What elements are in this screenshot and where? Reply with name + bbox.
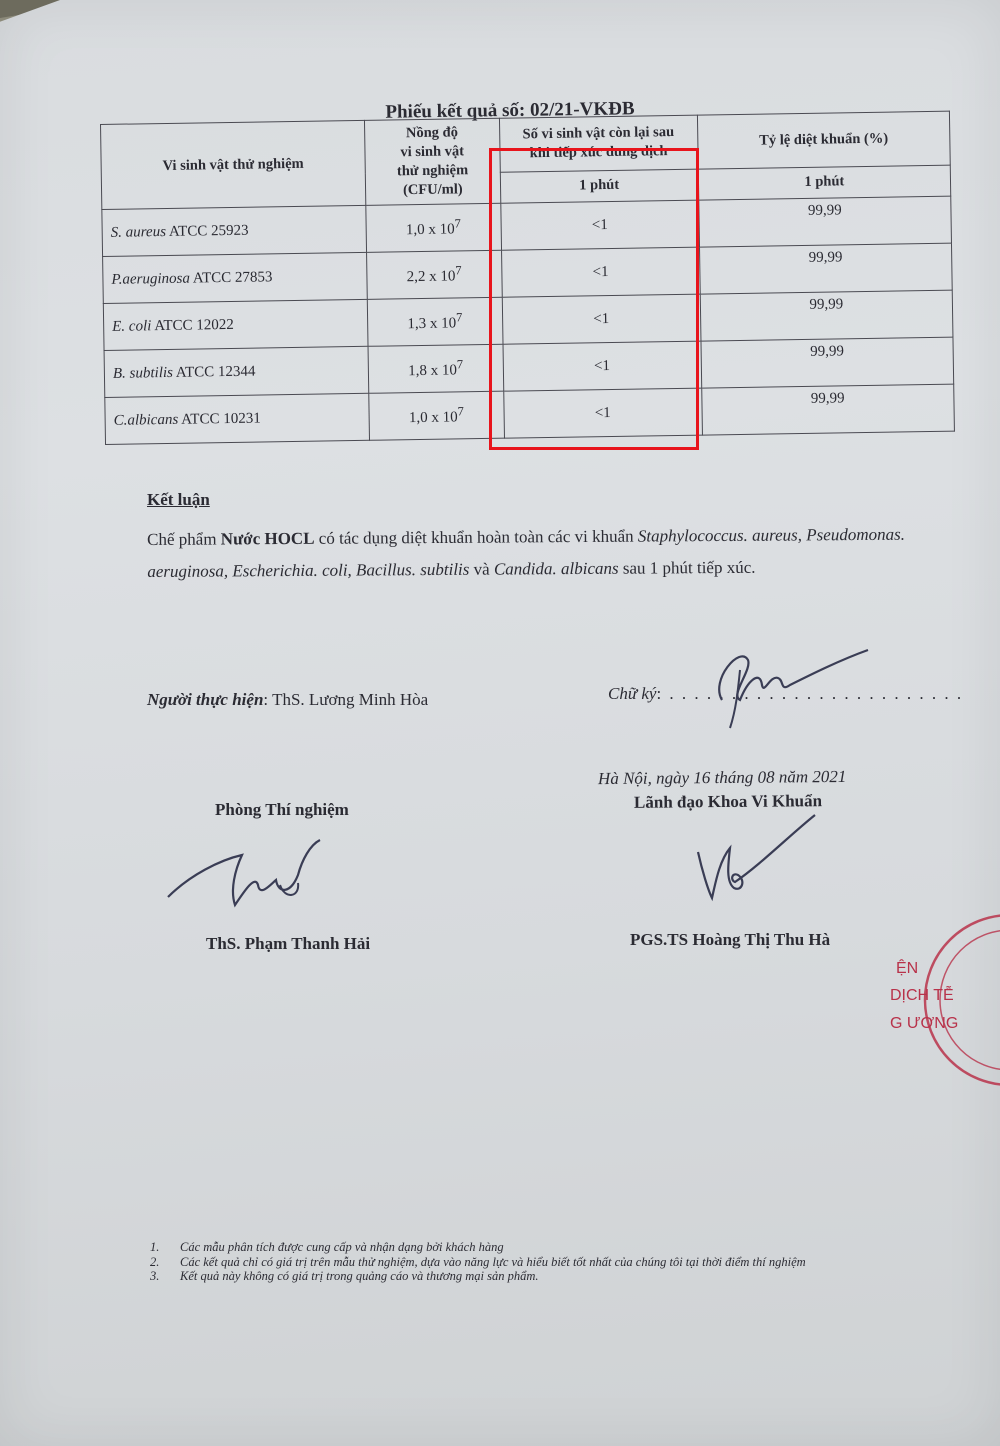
header-remaining-line: khi tiếp xúc dung dịch [529,143,668,162]
remaining-cell: <1 [500,200,699,250]
header-concentration [364,118,500,205]
species-name: B. subtilis [112,364,174,382]
organism-candida: Candida. albicans [493,558,619,579]
executor-line [147,690,428,710]
concentration-exponent: 7 [455,263,462,278]
strain-code: ATCC 10231 [181,410,261,428]
head-signer-name: PGS.TS Hoàng Thị Thu Hà [630,930,831,949]
conclusion-part: có tác dụng diệt khuẩn hoàn toàn các vi khuẩn [314,526,638,548]
header-remaining-time: 1 phút [500,169,699,203]
footnote-item [150,1269,950,1284]
executor-separator: : [263,690,273,709]
signature-dots: : . . . . . . . . . . . . . . . . . . . . . . . . [656,684,964,703]
executor-label: Người thực hiện [147,690,264,709]
conclusion-part: sau 1 phút tiếp xúc. [618,557,756,578]
concentration-exponent: 7 [456,357,464,372]
conclusion-part: Chế phẩm [147,529,221,549]
lab-signer-name: ThS. Phạm Thanh Hải [206,934,371,953]
rate-cell: 99,99 [698,196,951,247]
species-name: S. aureus [110,223,167,241]
footnote-number: 2. [150,1254,160,1269]
remaining-cell: <1 [503,341,702,391]
footnote-text: Các kết quả chỉ có giá trị trên mẫu thử nghiệm, dựa vào năng lực và hiểu biết tốt nhất của chúng tôi tại thời điểm thí nghiệm [180,1254,806,1269]
concentration-cell [369,391,504,440]
remaining-cell: <1 [503,388,702,438]
footnotes [150,1240,950,1284]
header-rate: Tỷ lệ diệt khuẩn (%) [697,111,950,169]
stamp-text-line: DỊCH TỄ [890,987,954,1004]
highlight-box [489,148,699,450]
organism-cell [103,252,368,303]
header-concentration-line: Nồng độ [405,124,459,142]
concentration-times: x 10 [428,221,455,238]
header-rate-time: 1 phút [698,165,951,200]
department-head-title: Lãnh đạo Khoa Vi Khuẩn [633,791,823,812]
footnote-text: Kết quả này không có giá trị trong quảng cáo và thương mại sản phẩm. [180,1269,539,1283]
species-name: P.aeruginosa [111,270,191,288]
organism-cell [104,346,369,397]
concentration-mantissa: 1,3 [407,315,427,333]
stamp-text-line: G ƯƠNG [890,1015,959,1032]
lab-title: Phòng Thí nghiệm [215,800,349,819]
concentration-times: x 10 [429,315,457,332]
concentration-cell [366,203,501,252]
concentration-times: x 10 [431,409,458,426]
organism-cell [103,299,368,350]
footnote-item [150,1255,950,1270]
strain-code: ATCC 25923 [168,222,249,240]
header-concentration-line: thử nghiệm [396,162,469,180]
executor-signature [700,640,880,730]
strain-code: ATCC 12344 [175,363,256,381]
footnote-number: 3. [150,1269,160,1283]
concentration-exponent: 7 [454,216,461,231]
product-name: Nước HOCL [220,528,315,549]
document-title: Phiếu kết quả số: 02/21-VKĐB [385,98,635,123]
header-organism: Vi sinh vật thử nghiệm [101,120,366,209]
executor-name: ThS. Lương Minh Hòa [272,690,429,709]
remaining-cell: <1 [502,294,701,344]
header-concentration-line: (CFU/ml) [402,181,463,199]
conclusion-heading: Kết luận [147,490,210,509]
species-name: C.albicans [113,411,179,429]
footnote-item [150,1240,950,1255]
stamp-text-line: ỆN [896,960,919,977]
header-remaining-line: Số vi sinh vật còn lại sau [522,124,675,143]
organism-list: Staphylococcus. aureus, Pseudomonas. aeruginosa, Escherichia. coli, Bacillus. subtilis [147,524,906,581]
date-line: Hà Nội, ngày 16 tháng 08 năm 2021 [597,766,847,789]
concentration-mantissa: 1,0 [405,221,425,239]
species-name: E. coli [112,317,152,335]
remaining-cell: <1 [501,247,700,297]
footnote-number: 1. [150,1240,160,1254]
lab-signature [160,835,330,915]
concentration-cell [366,250,501,299]
rate-cell: 99,99 [700,290,953,341]
rate-cell: 99,99 [701,384,954,435]
concentration-times: x 10 [429,268,456,285]
footnote-text: Các mẫu phân tích được cung cấp và nhận dạng bởi khách hàng [180,1240,504,1254]
concentration-cell [368,344,503,393]
concentration-cell [367,297,502,346]
concentration-times: x 10 [430,362,458,379]
conclusion-text [147,519,907,588]
strain-code: ATCC 12022 [154,316,234,334]
conclusion-part: và [469,559,494,579]
concentration-exponent: 7 [455,310,463,325]
organism-cell [102,205,367,256]
institute-stamp [860,905,1000,1095]
concentration-mantissa: 1,0 [408,409,428,427]
concentration-exponent: 7 [457,404,464,419]
concentration-mantissa: 1,8 [408,362,428,380]
head-signature [690,810,820,910]
concentration-mantissa: 2,2 [406,268,426,286]
organism-cell [105,393,370,444]
rate-cell: 99,99 [699,243,952,294]
rate-cell: 99,99 [701,337,954,388]
strain-code: ATCC 27853 [192,268,273,287]
signature-label: Chữ ký [608,684,657,703]
header-concentration-line: vi sinh vật [400,143,465,161]
